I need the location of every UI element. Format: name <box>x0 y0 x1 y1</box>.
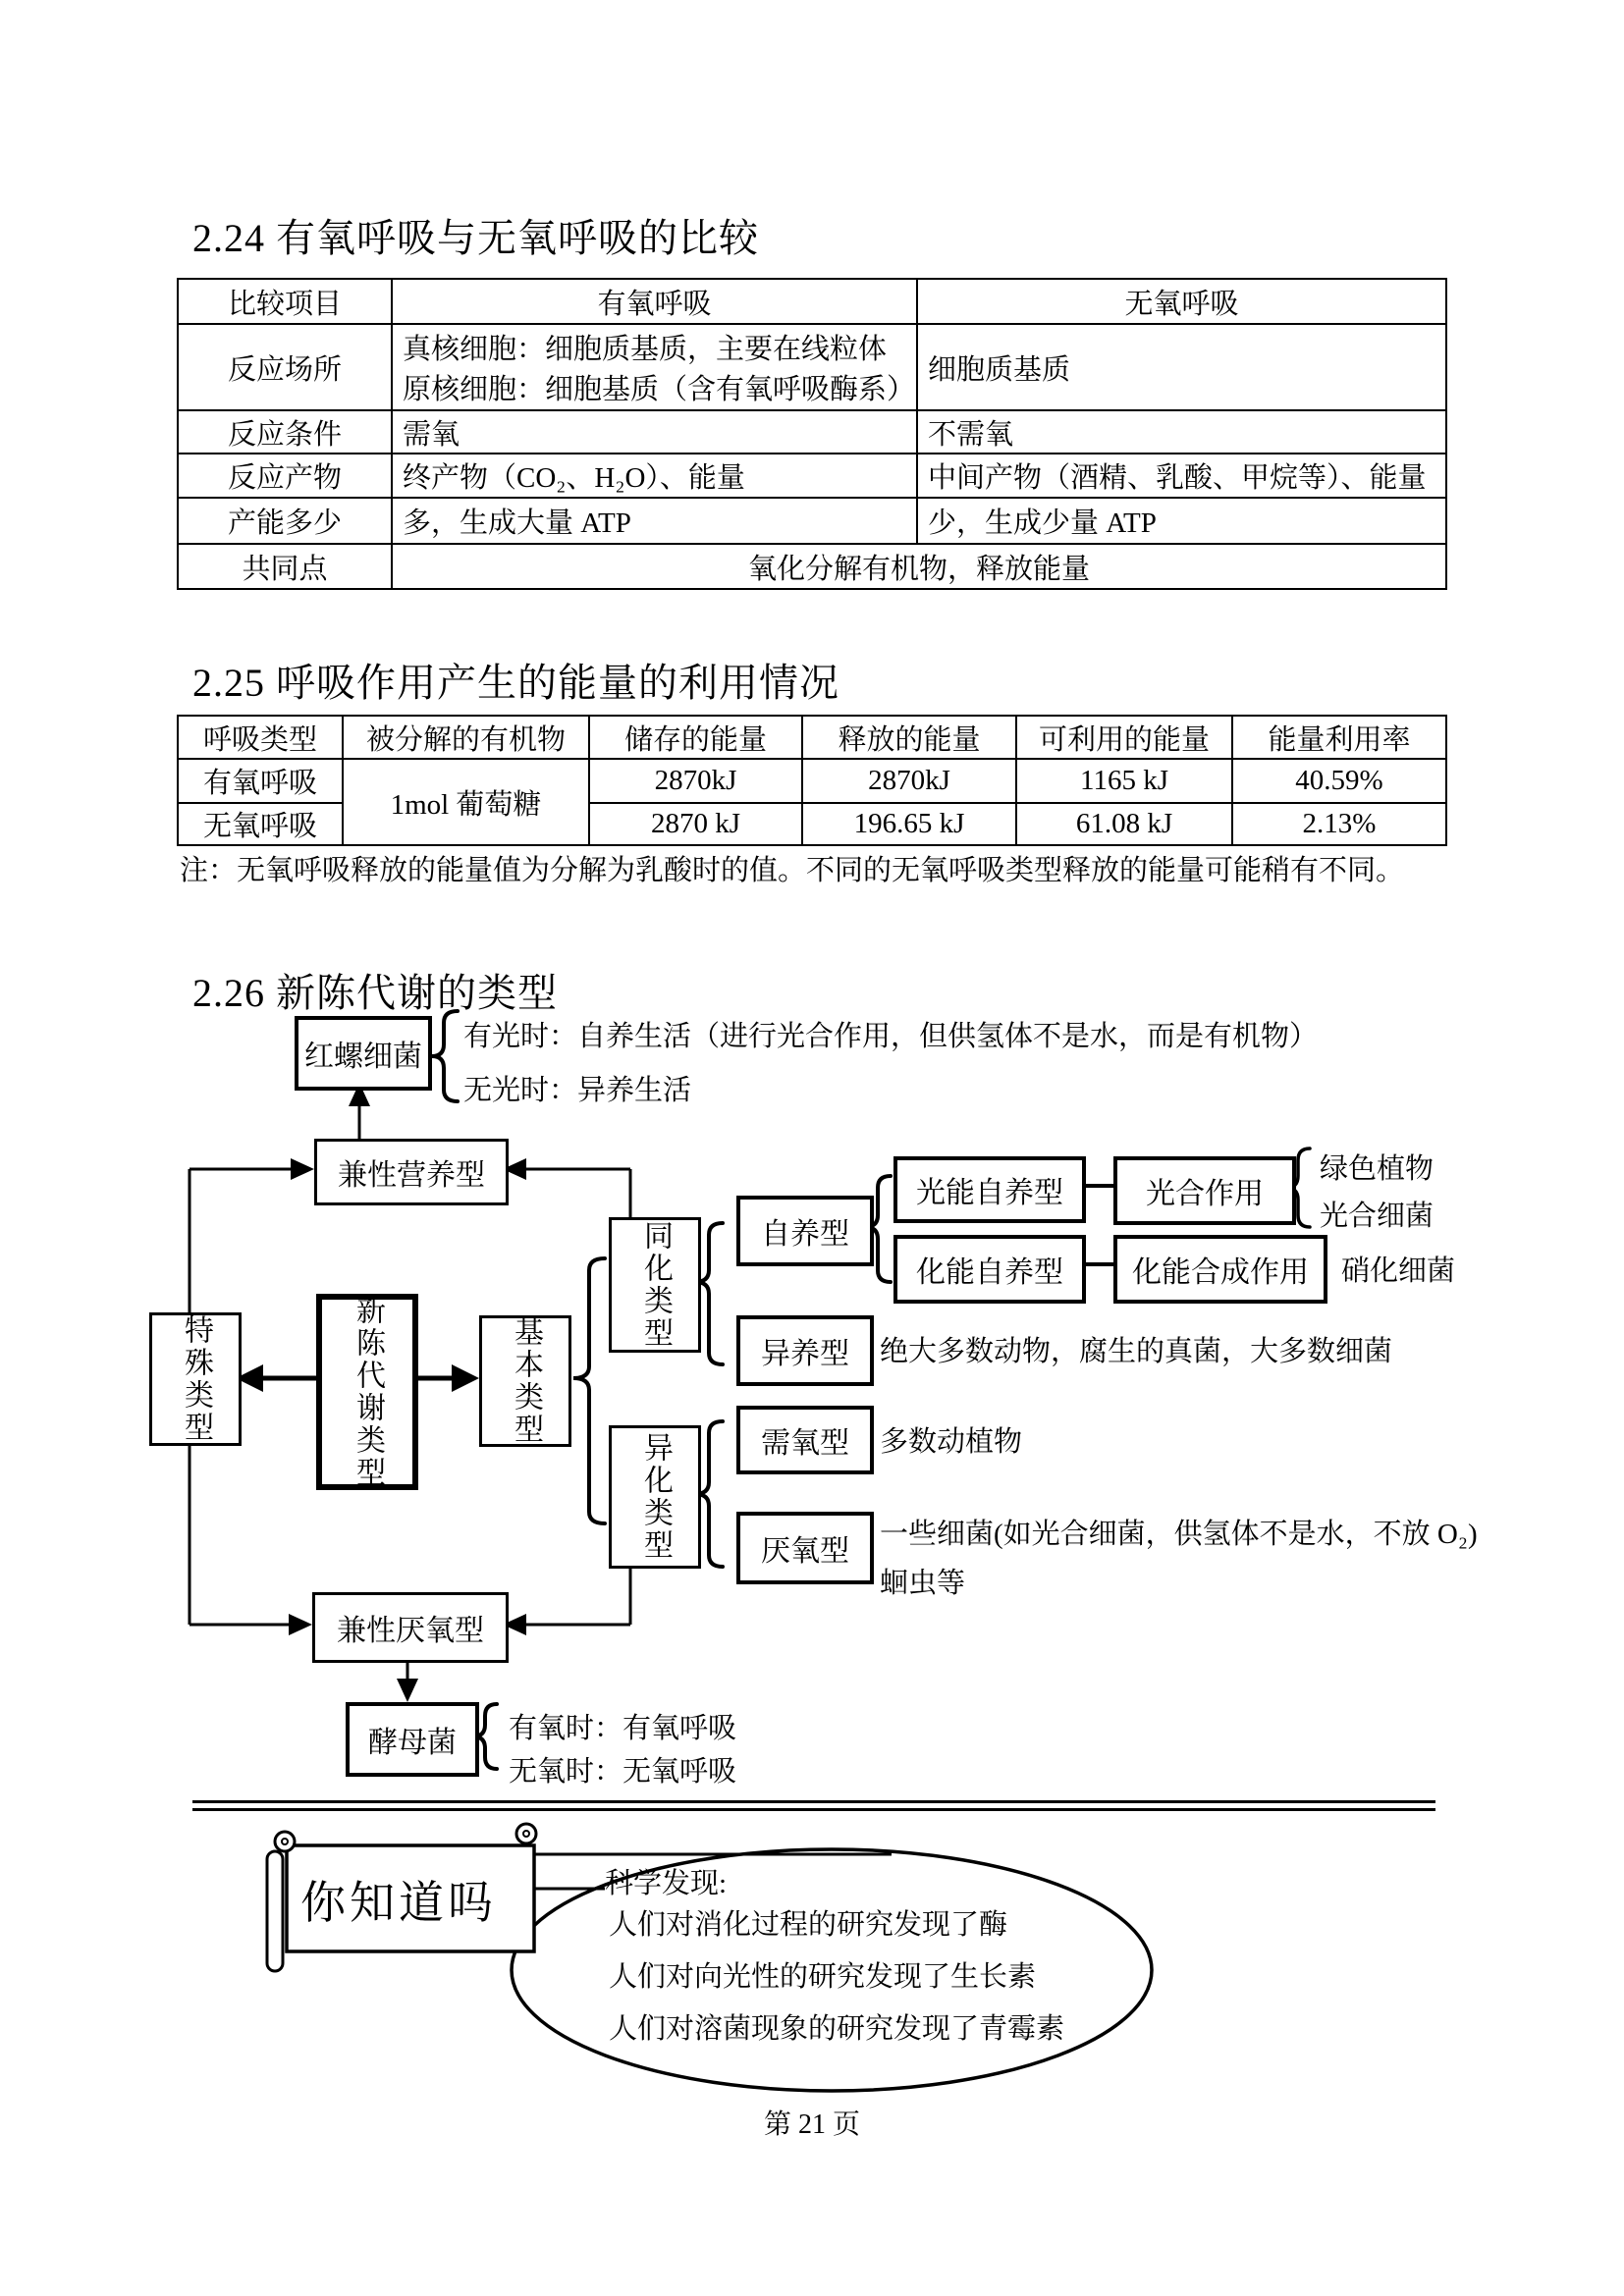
node-photoautotroph: 光能自养型 <box>893 1156 1086 1223</box>
know-line: 人们对溶菌现象的研究发现了青霉素 <box>609 2013 1065 2045</box>
row-label: 反应产物 <box>178 454 392 498</box>
page-number: 第 21 页 <box>763 2109 860 2140</box>
brace-basic-types <box>573 1258 605 1523</box>
section-225-title: 2.25 呼吸作用产生的能量的利用情况 <box>192 661 839 705</box>
row-label: 反应条件 <box>178 410 392 454</box>
cell-stored: 2870 kJ <box>589 803 802 845</box>
row-label: 共同点 <box>178 544 392 589</box>
cell-anaerobic-site: 细胞质基质 <box>917 324 1446 410</box>
cell-common-point: 氧化分解有机物，释放能量 <box>392 544 1446 589</box>
anaerobic-type-note2: 蛔虫等 <box>880 1568 966 1599</box>
cell-aerobic-products: 终产物（CO₂、H₂O）、能量 <box>392 454 917 498</box>
node-chemosynthesis: 化能合成作用 <box>1113 1235 1327 1304</box>
row-label: 产能多少 <box>178 498 392 544</box>
section-226-title: 2.26 新陈代谢的类型 <box>192 971 558 1015</box>
banner-title: 你知道吗 <box>300 1878 497 1928</box>
col-header-item: 比较项目 <box>178 279 392 324</box>
col-header-released: 释放的能量 <box>802 716 1016 759</box>
scroll-curl-icon <box>275 1832 295 1851</box>
cell-organic: 1mol 葡萄糖 <box>343 759 589 845</box>
cell-released: 196.65 kJ <box>802 803 1016 845</box>
aerobic-type-note: 多数动植物 <box>880 1426 1023 1458</box>
brace-hongluo <box>432 1011 458 1101</box>
node-facultative-anaerobe: 兼性厌氧型 <box>312 1592 509 1663</box>
cell-stored: 2870kJ <box>589 759 802 803</box>
anaerobic-type-note1: 一些细菌(如光合细菌，供氢体不是水，不放 O₂) <box>880 1519 1478 1550</box>
hongluo-light-note: 有光时：自养生活（进行光合作用，但供氢体不是水，而是有机物） <box>463 1021 1319 1052</box>
node-anaerobic-type: 厌氧型 <box>736 1512 874 1584</box>
section-224-title: 2.24 有氧呼吸与无氧呼吸的比较 <box>192 216 759 260</box>
cell-line: 真核细胞：细胞质基质，主要在线粒体 <box>403 334 888 365</box>
cell-usable: 61.08 kJ <box>1016 803 1232 845</box>
cell-type-anaerobic: 无氧呼吸 <box>178 803 343 845</box>
cell-released: 2870kJ <box>802 759 1016 803</box>
cell-aerobic-condition: 需氧 <box>392 410 917 454</box>
cell-anaerobic-atp: 少，生成少量 ATP <box>917 498 1446 544</box>
know-line: 人们对向光性的研究发现了生长素 <box>609 1961 1037 1993</box>
double-rule-divider <box>192 1800 1435 1811</box>
node-special-types: 特殊类型 <box>149 1312 242 1446</box>
node-dissimilation-type: 异化类型 <box>609 1425 701 1569</box>
know-line: 人们对消化过程的研究发现了酶 <box>609 1909 1008 1941</box>
cell-aerobic-atp: 多，生成大量 ATP <box>392 498 917 544</box>
col-header-stored: 储存的能量 <box>589 716 802 759</box>
node-heterotroph: 异养型 <box>736 1315 874 1386</box>
node-metabolism-types: 新陈代谢类型 <box>316 1294 418 1490</box>
cell-rate: 2.13% <box>1232 803 1446 845</box>
node-photosynthesis: 光合作用 <box>1113 1156 1296 1225</box>
scroll-left-roll <box>267 1851 283 1971</box>
arrowhead-right-icon <box>452 1364 479 1392</box>
cell-rate: 40.59% <box>1232 759 1446 803</box>
node-facultative-nutrition: 兼性营养型 <box>314 1139 509 1205</box>
node-chemoautotroph: 化能自养型 <box>893 1235 1086 1304</box>
green-plants-note: 绿色植物 <box>1320 1153 1435 1185</box>
node-autotroph: 自养型 <box>736 1196 874 1266</box>
col-header-rate: 能量利用率 <box>1232 716 1446 759</box>
node-aerobic-type: 需氧型 <box>736 1406 874 1474</box>
heterotroph-note: 绝大多数动物，腐生的真菌，大多数细菌 <box>880 1336 1393 1367</box>
node-hongluo-bacteria: 红螺细菌 <box>295 1016 432 1091</box>
node-basic-types: 基本类型 <box>479 1315 571 1447</box>
arrowhead-right-icon <box>291 1158 314 1180</box>
table-footnote: 注：无氧呼吸释放的能量值为分解为乳酸时的值。不同的无氧呼吸类型释放的能量可能稍有不同。 <box>180 855 1405 886</box>
col-header-aerobic: 有氧呼吸 <box>392 279 917 324</box>
yeast-anaerobic-note: 无氧时：无氧呼吸 <box>509 1756 737 1788</box>
yeast-aerobic-note: 有氧时：有氧呼吸 <box>509 1713 737 1744</box>
arrowhead-down-icon <box>397 1679 418 1702</box>
col-header-organic: 被分解的有机物 <box>343 716 589 759</box>
col-header-usable: 可利用的能量 <box>1016 716 1232 759</box>
nitrifying-bacteria-note: 硝化细菌 <box>1341 1255 1456 1287</box>
photo-bacteria-note: 光合细菌 <box>1320 1201 1435 1232</box>
node-yeast: 酵母菌 <box>346 1702 479 1777</box>
node-assimilation-type: 同化类型 <box>609 1217 701 1353</box>
know-heading: 科学发现: <box>605 1868 728 1899</box>
scroll-curl-icon <box>516 1824 536 1843</box>
cell-anaerobic-condition: 不需氧 <box>917 410 1446 454</box>
hongluo-dark-note: 无光时：异养生活 <box>463 1075 692 1106</box>
cell-usable: 1165 kJ <box>1016 759 1232 803</box>
col-header-type: 呼吸类型 <box>178 716 343 759</box>
cell-line: 原核细胞：细胞基质（含有氧呼吸酶系） <box>403 374 916 405</box>
row-label: 反应场所 <box>178 324 392 410</box>
cell-type-aerobic: 有氧呼吸 <box>178 759 343 803</box>
cell-anaerobic-products: 中间产物（酒精、乳酸、甲烷等）、能量 <box>917 454 1446 498</box>
arrowhead-right-icon <box>289 1614 312 1635</box>
col-header-anaerobic: 无氧呼吸 <box>917 279 1446 324</box>
